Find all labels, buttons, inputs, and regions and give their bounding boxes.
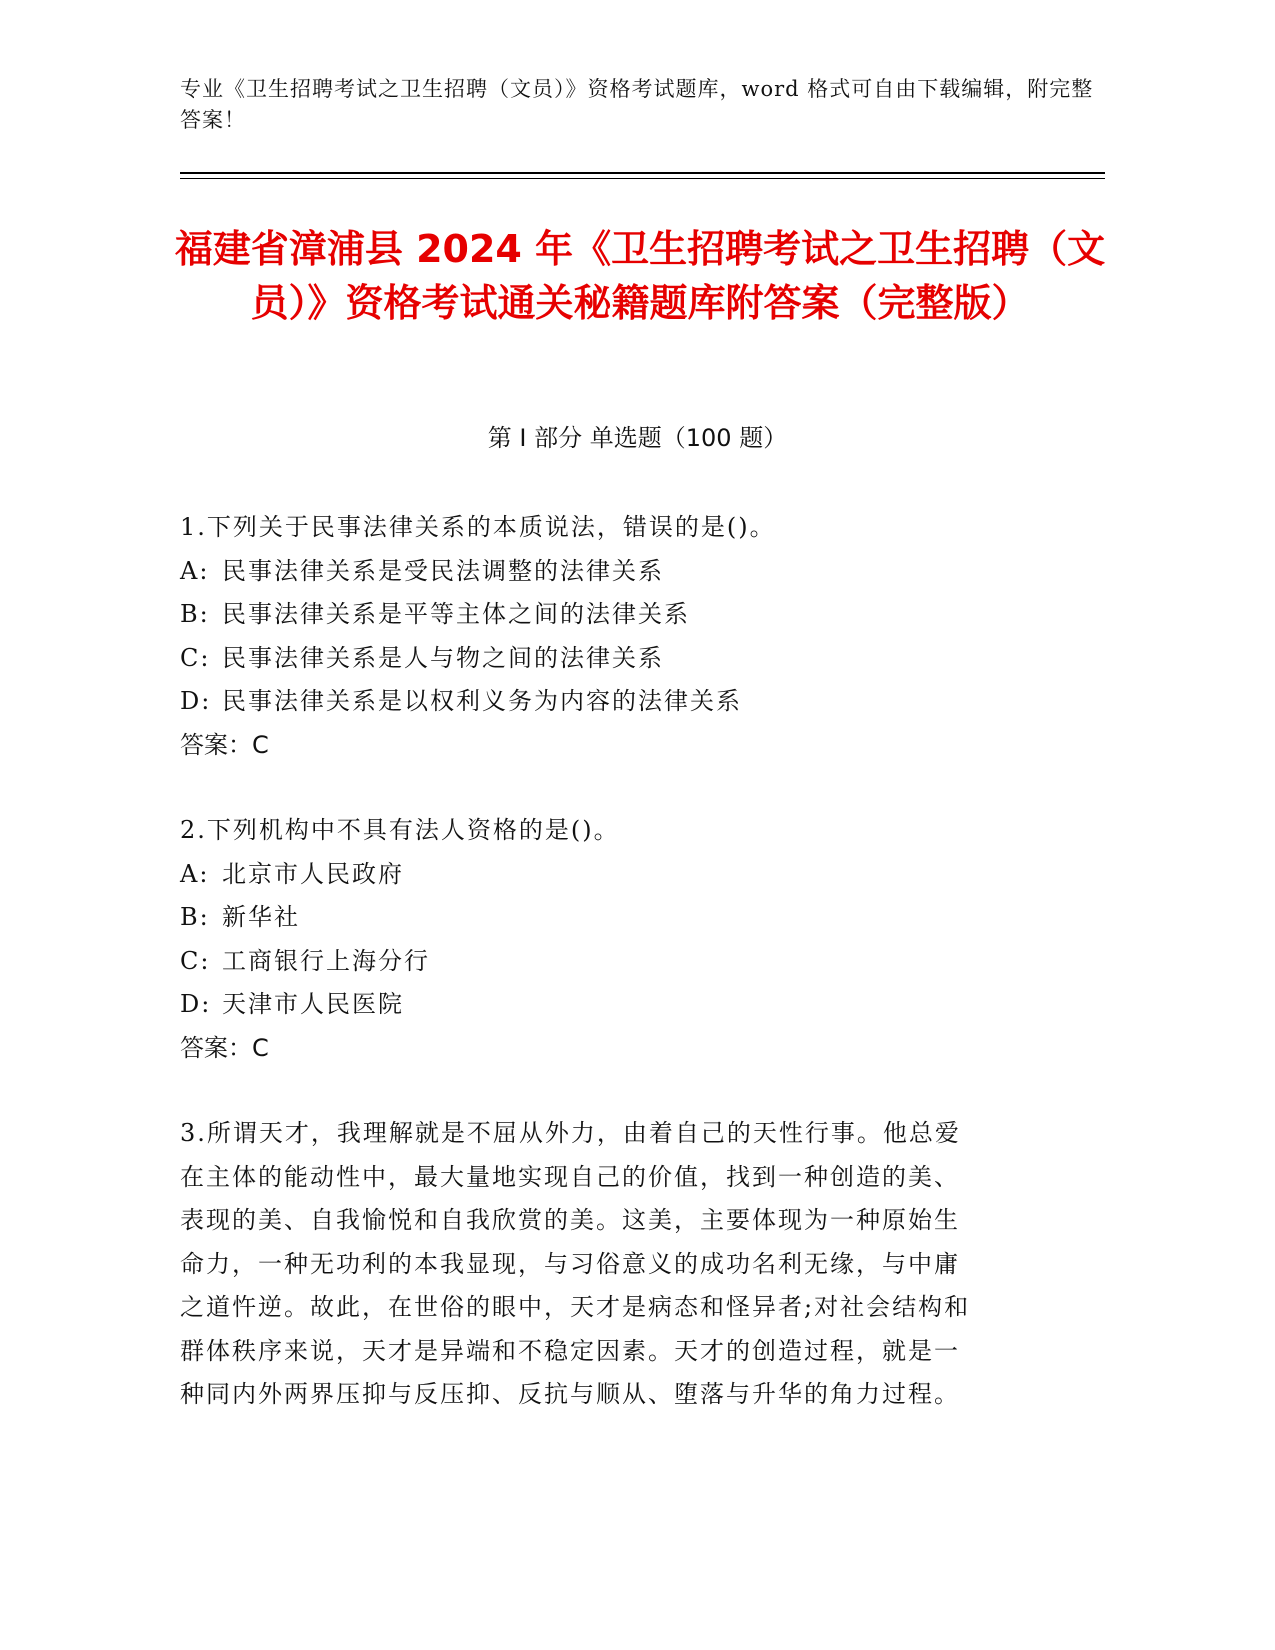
answer-line: 答案：C	[180, 730, 269, 759]
header-rule-thin	[180, 178, 1105, 179]
option-key: A:	[180, 556, 210, 585]
question-stem: 1.下列关于民事法律关系的本质说法，错误的是()。	[180, 513, 776, 541]
question-stem-line: 表现的美、自我愉悦和自我欣赏的美。这美，主要体现为一种原始生	[180, 1206, 960, 1234]
option-text: 新华社	[222, 903, 300, 931]
option-text: 民事法律关系是人与物之间的法律关系	[222, 643, 664, 672]
question-list	[180, 506, 1040, 1459]
question-stem-line: 命力，一种无功利的本我显现，与习俗意义的成功名利无缘，与中庸	[180, 1249, 960, 1278]
option-d	[180, 983, 1040, 1027]
option-text: 民事法律关系是平等主体之间的法律关系	[222, 600, 690, 628]
option-text: 天津市人民医院	[222, 990, 404, 1018]
option-key: B:	[180, 600, 210, 628]
option-c	[180, 940, 1040, 984]
question-stem-line: 3.所谓天才，我理解就是不屈从外力，由着自己的天性行事。他总爱	[180, 1119, 961, 1147]
section-heading: 第 I 部分 单选题（100 题）	[487, 424, 788, 452]
question-3	[180, 1112, 1040, 1417]
header-note: 专业《卫生招聘考试之卫生招聘（文员）》资格考试题库，word 格式可自由下载编辑，附完整答案！	[180, 77, 1094, 132]
option-text: 民事法律关系是受民法调整的法律关系	[222, 556, 664, 585]
question-2	[180, 809, 1040, 1070]
option-key: B:	[180, 903, 210, 931]
option-key: D:	[180, 990, 212, 1018]
option-d	[180, 680, 1040, 724]
option-text: 民事法律关系是以权利义务为内容的法律关系	[222, 687, 742, 715]
option-a	[180, 550, 1040, 594]
option-key: A:	[180, 859, 210, 888]
option-b	[180, 896, 1040, 940]
question-1	[180, 506, 1040, 767]
question-stem-line: 种同内外两界压抑与反压抑、反抗与顺从、堕落与升华的角力过程。	[180, 1380, 960, 1408]
option-text: 北京市人民政府	[222, 859, 404, 888]
option-a	[180, 853, 1040, 897]
option-key: D:	[180, 687, 212, 715]
question-stem-line: 在主体的能动性中，最大量地实现自己的价值，找到一种创造的美、	[180, 1162, 960, 1191]
option-text: 工商银行上海分行	[222, 946, 430, 975]
option-c	[180, 637, 1040, 681]
answer-line: 答案：C	[180, 1033, 269, 1062]
header-rule-thick	[180, 172, 1105, 174]
question-stem-line: 之道忤逆。故此，在世俗的眼中，天才是病态和怪异者;对社会结构和	[180, 1293, 971, 1321]
option-b	[180, 593, 1040, 637]
document-title: 福建省漳浦县 2024 年《卫生招聘考试之卫生招聘（文员）》资格考试通关秘籍题库附答案（完整版）	[174, 227, 1106, 325]
option-key: C:	[180, 946, 211, 975]
question-stem: 2.下列机构中不具有法人资格的是()。	[180, 816, 620, 844]
option-key: C:	[180, 643, 211, 672]
question-stem-line: 群体秩序来说，天才是异端和不稳定因素。天才的创造过程，就是一	[180, 1336, 960, 1365]
